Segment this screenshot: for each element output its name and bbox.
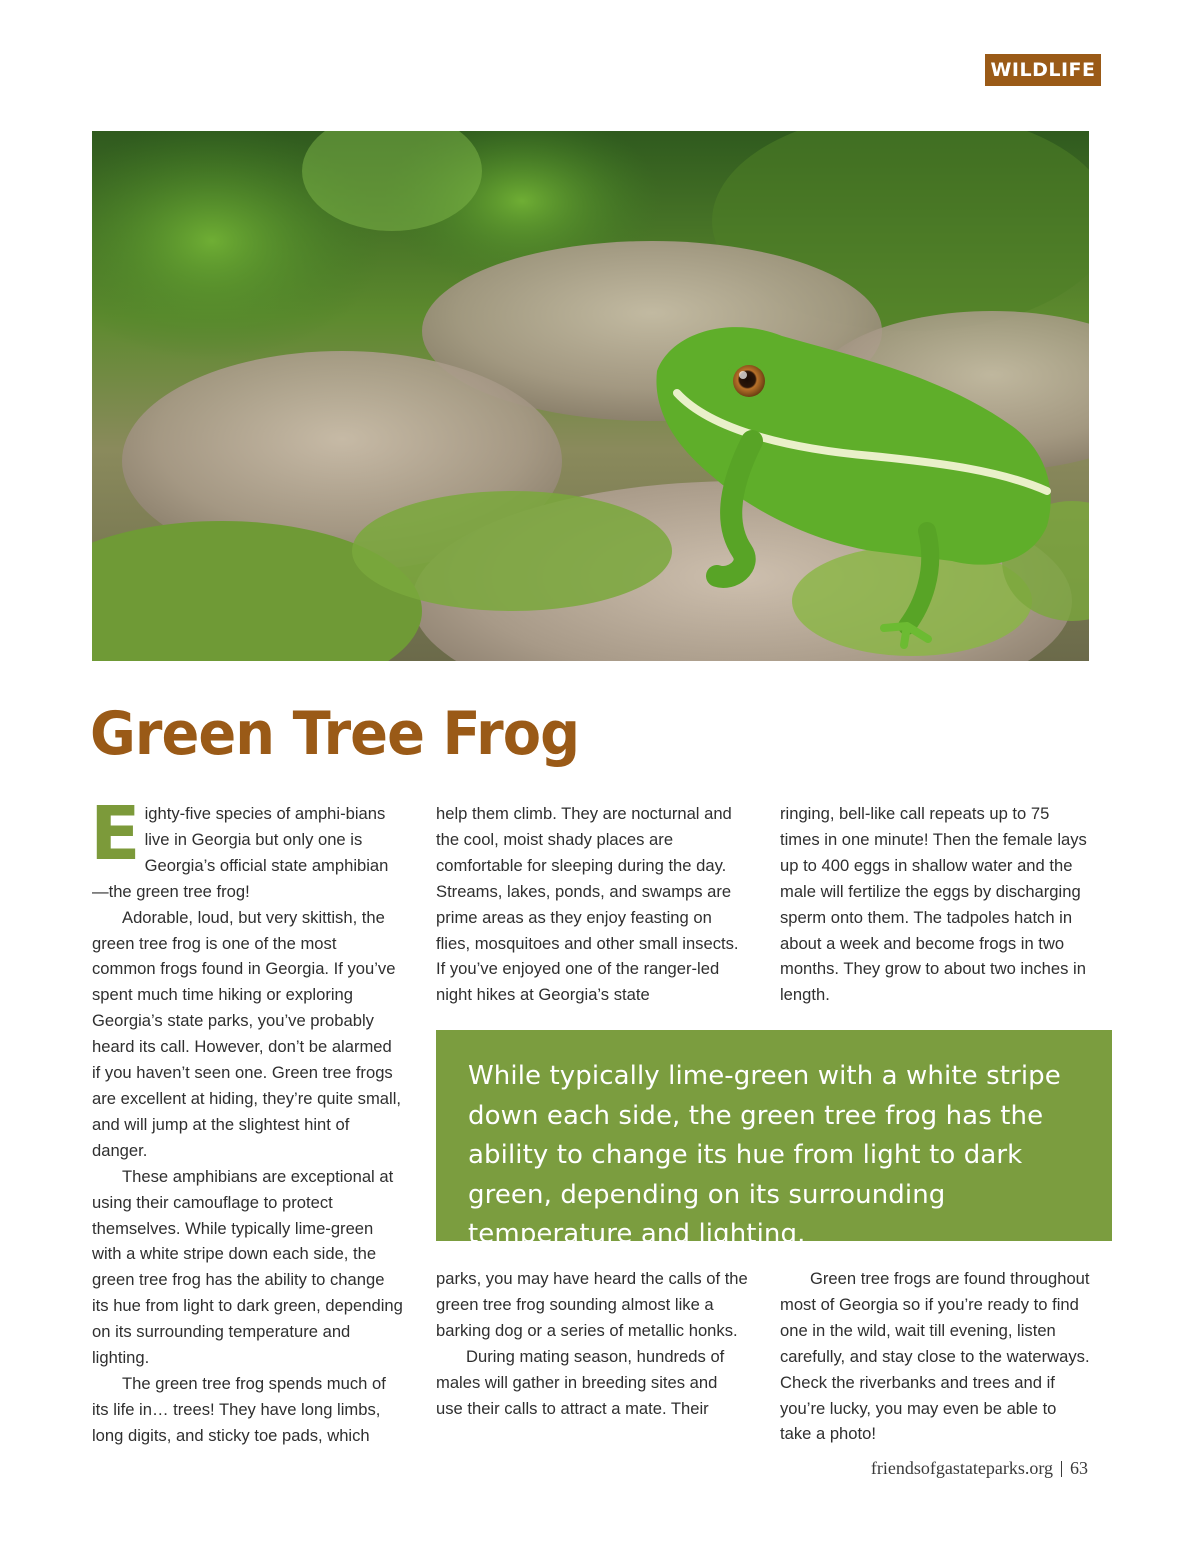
paragraph: parks, you may have heard the calls of the green tree frog sounding almost like a barking dog or a series of metallic honks. [436, 1269, 748, 1340]
page-number: 63 [1070, 1458, 1088, 1478]
paragraph: Green tree frogs are found throughout most of Georgia so if you’re ready to find one in the wild, wait till evening, listen carefully, and stay close to the waterways. Check the riverbanks and trees and if you’re lucky, you may even be able to take a photo! [780, 1269, 1090, 1444]
drop-cap: E [90, 791, 141, 877]
intro-text: ighty-five species of amphi-bians live in Georgia but only one is Georgia’s official state amphibian—the green tree frog! [92, 804, 389, 901]
paragraph: During mating season, hundreds of males will gather in breeding sites and use their calls to attract a mate. Their [436, 1346, 725, 1418]
hero-frog-photo [92, 131, 1089, 661]
paragraph: The green tree frog spends much of its life in… trees! They have long limbs, long digits, and sticky toe pads, which [92, 1373, 386, 1445]
paragraph: help them climb. They are nocturnal and the cool, moist shady places are comfortable for sleeping during the day. Streams, lakes, ponds, and swamps are prime areas as they enjoy feasting on flies, mosquitoes and other small insects. If you’ve enjoyed one of the ranger-led night hikes at Georgia’s state [436, 804, 739, 1005]
article-column-3-bottom [780, 1266, 1092, 1447]
article-column-1 [90, 791, 404, 1449]
intro-paragraph [90, 791, 404, 905]
article-column-2-top [436, 801, 748, 1008]
article-title: Green Tree Frog [90, 699, 580, 769]
article-column-3-top [780, 801, 1092, 1008]
section-label: WILDLIFE [985, 54, 1101, 86]
paragraph: ringing, bell-like call repeats up to 75 times in one minute! Then the female lays up to 400 eggs in shallow water and the male will fertilize the eggs by discharging sperm onto them. The tadpoles hatch in about a week and become frogs in two months. They grow to about two inches in length. [780, 804, 1087, 1005]
footer-website: friendsofgastateparks.org [870, 1458, 1053, 1478]
pull-quote: While typically lime-green with a white stripe down each side, the green tree frog has the ability to change its hue from light to dark green, depending on its surrounding temperature and lighting. [436, 1030, 1112, 1241]
article-column-2-bottom [436, 1266, 748, 1421]
paragraph: Adorable, loud, but very skittish, the green tree frog is one of the most common frogs found in Georgia. If you’ve spent much time hiking or exploring Georgia’s state parks, you’ve probably heard its call. However, don’t be alarmed if you haven’t seen one. Green tree frogs are excellent at hiding, they’re quite small, and will jump at the slightest hint of danger. [92, 907, 401, 1160]
paragraph: These amphibians are exceptional at using their camouflage to protect themselves. While typically lime-green with a white stripe down each side, the green tree frog has the ability to change its hue from light to dark green, depending on its surrounding temperature and lighting. [92, 1166, 403, 1368]
footer-divider [1061, 1461, 1062, 1477]
page-footer [871, 1458, 1088, 1479]
